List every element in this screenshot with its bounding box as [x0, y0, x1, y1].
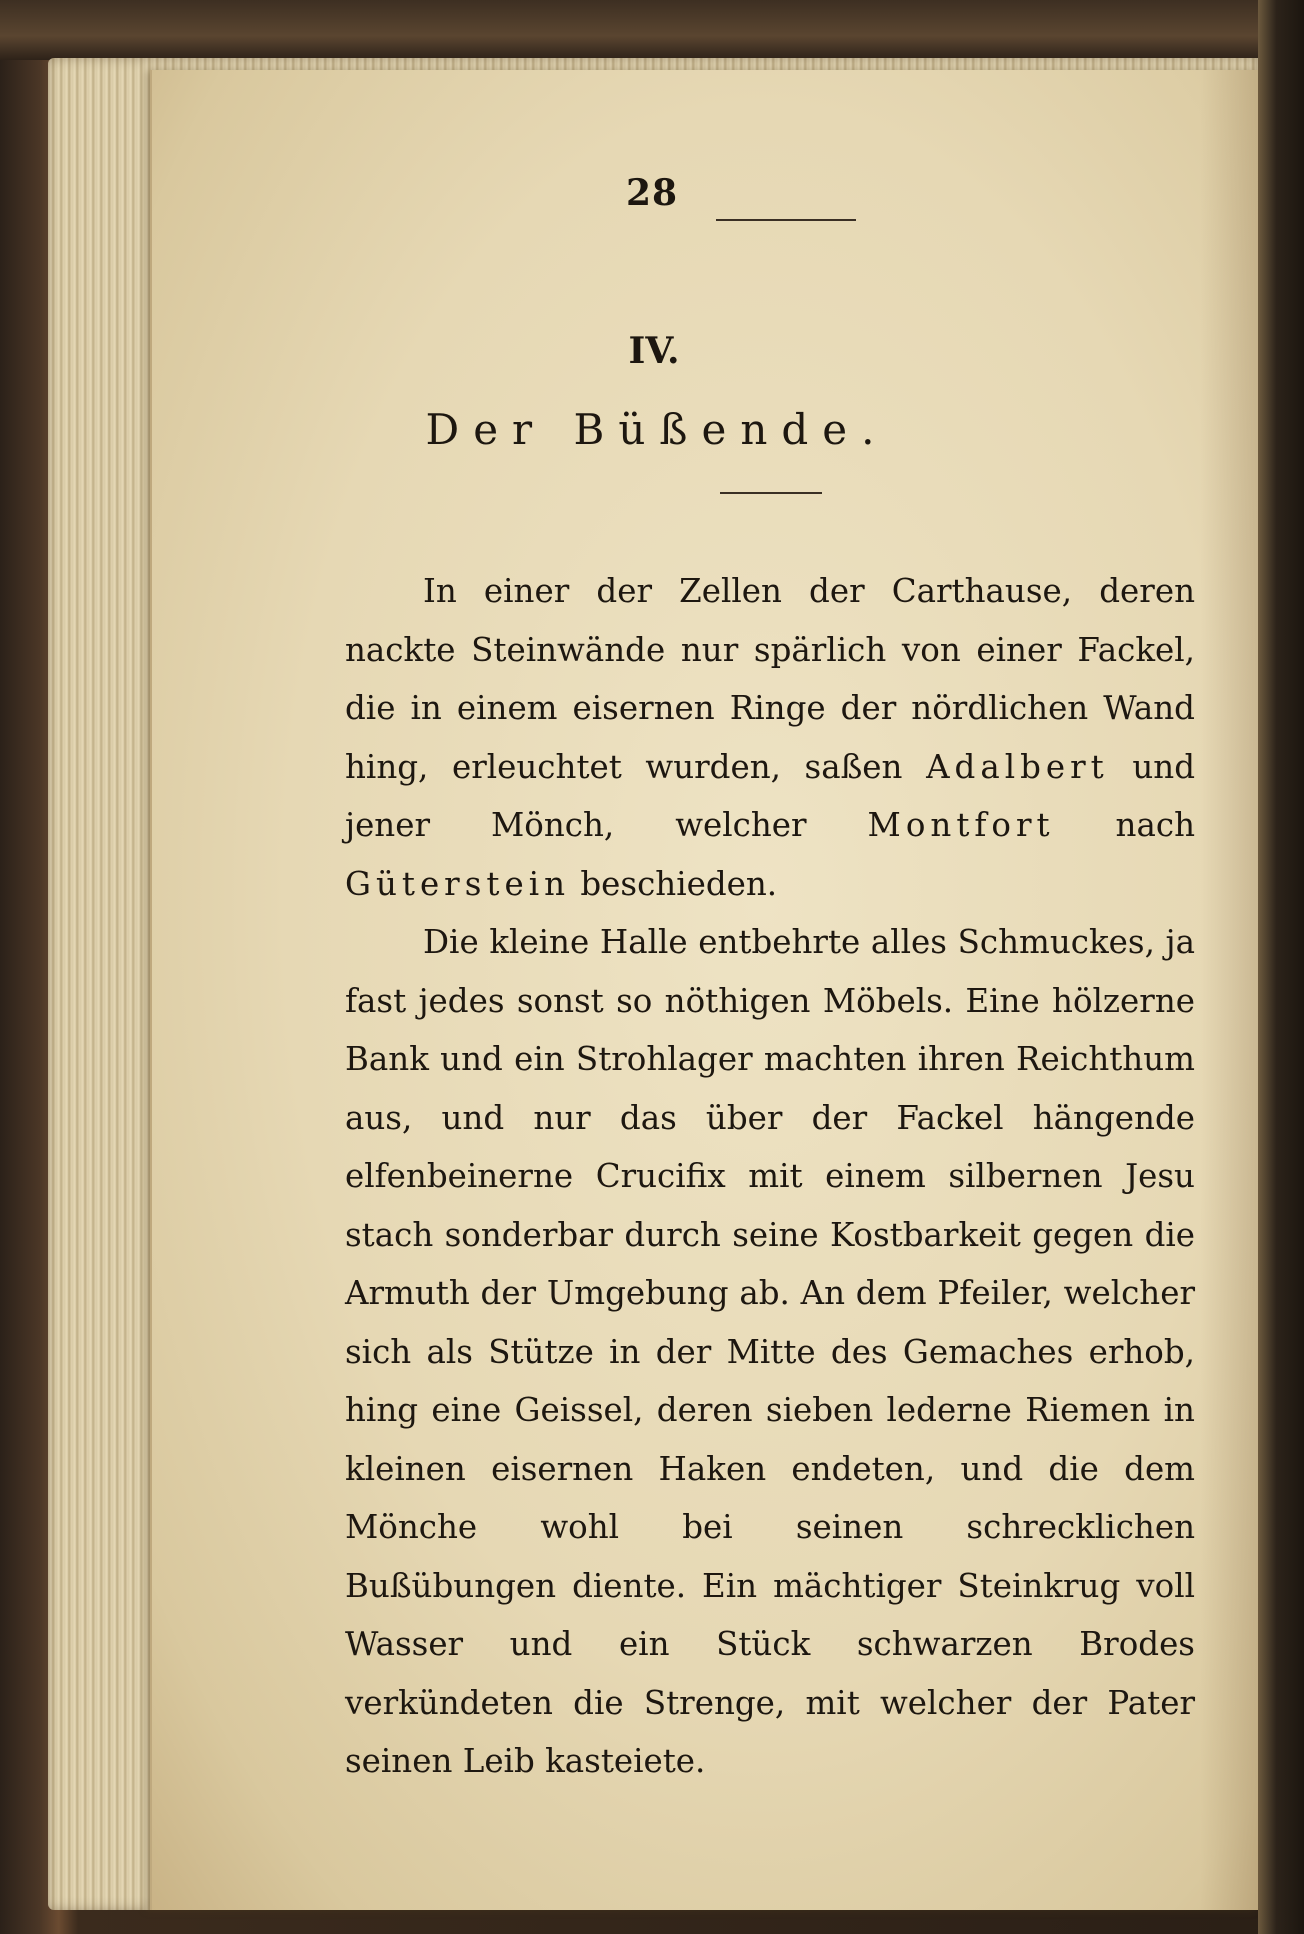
paragraph-1: [345, 562, 1195, 913]
chapter-title: Der Büßende.: [425, 405, 889, 454]
body-text: [345, 562, 1195, 1791]
book-cover-top: [0, 0, 1304, 60]
name-montfort: Montfort: [867, 806, 1055, 844]
paragraph-1-seg-5: nach: [1054, 806, 1195, 844]
paragraph-2: [345, 913, 1195, 1791]
paragraph-2-seg-1: Die kleine Halle entbehrte alles Schmuckes, ja fast jedes sonst so nöthigen Möbels. Eine hölzerne Bank und ein Strohlager machten ihren Reichthum aus, und nur das über der Fackel hängende elfenbeinerne Crucifix mit einem silbernen Jesu stach sonderbar durch seine Kostbarkeit gegen die Armuth der Umgebung ab. An dem Pfeiler, welcher sich als Stütze in der Mitte des Gemaches erhob, hing eine Geissel, deren sieben lederne Riemen in kleinen eisernen Haken endeten, und die dem Mönche wohl bei seinen schrecklichen Bußübungen diente. Ein mächtiger Steinkrug voll Wasser und ein Stück schwarzen Brodes verkündeten die Strenge, mit welcher der Pater seinen Leib kasteiete.: [345, 923, 1195, 1780]
chapter-number: IV.: [628, 330, 680, 372]
book-binding-edge: [1258, 0, 1304, 1934]
page-number: 28: [625, 172, 679, 214]
paragraph-1-seg-7: beschieden.: [570, 864, 778, 903]
paragraph-1-seg-3: und jener Mönch, welcher: [345, 747, 1196, 844]
name-guterstein: Güterstein: [345, 864, 571, 903]
header-rule: [716, 219, 856, 221]
paragraph-1-seg-1: In einer der Zellen der Carthause, deren nackte Steinwände nur spärlich von einer Fackel, die in einem eisernen Ringe der nördlichen Wand hing, erleuchtet wurden, saßen: [345, 572, 1195, 786]
name-adalbert: Adalbert: [926, 747, 1109, 786]
chapter-rule: [720, 492, 822, 494]
